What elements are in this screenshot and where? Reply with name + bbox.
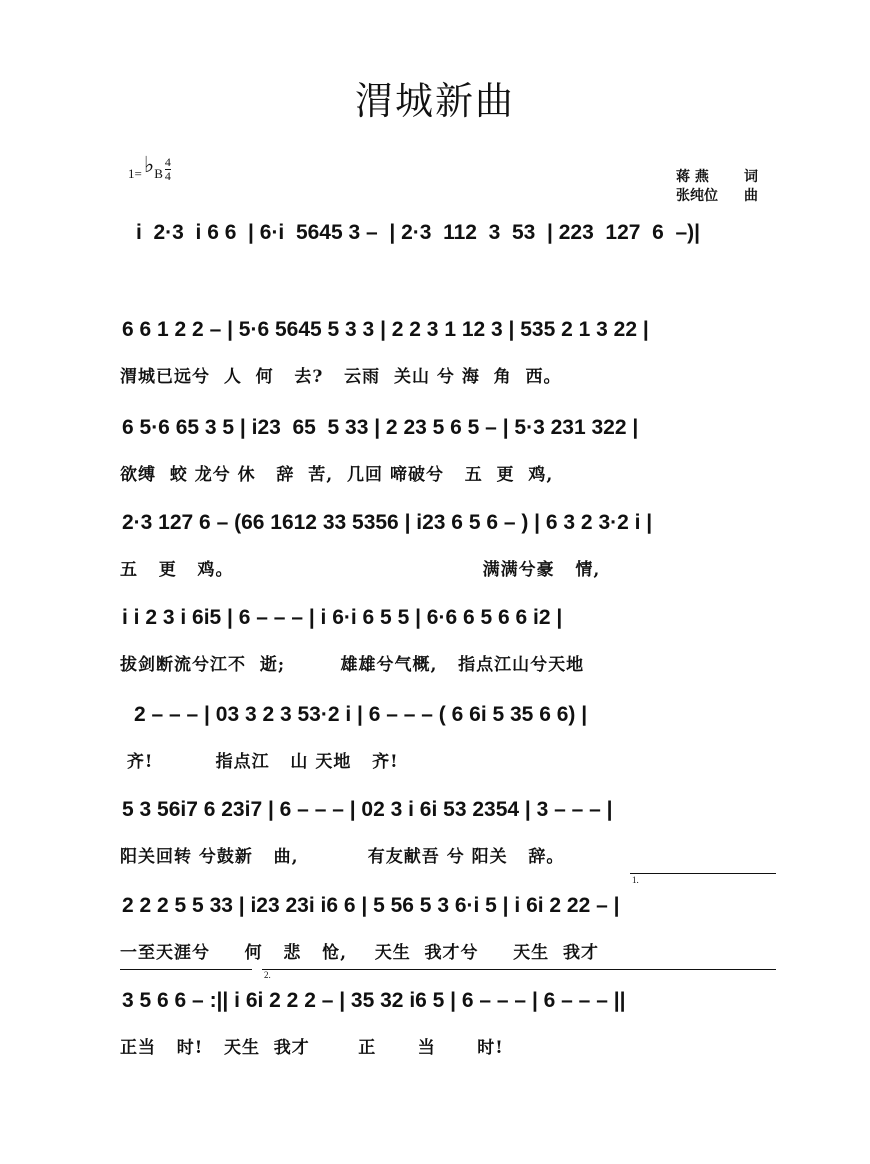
notation-line bbox=[120, 983, 780, 1017]
key-signature bbox=[128, 152, 171, 183]
notes-text: 6 6 1 2 2 – | 5·6 5645 5 3 3 | 2 2 3 1 12 3 | 535 2 1 3 22 | bbox=[122, 318, 649, 341]
notes-text: i i 2 3 i 6i5 | 6 – – – | i 6·i 6 5 5 | 6·6 6 5 6 6 i2 | bbox=[122, 606, 563, 629]
lyrics-line: 一至天涯兮 何 悲 怆, 天生 我才兮 天生 我才 bbox=[120, 943, 599, 963]
first-ending-label: 1. bbox=[632, 875, 639, 885]
notation-line bbox=[120, 600, 780, 634]
key-note: B bbox=[154, 166, 163, 181]
composer-name: 张纯位 bbox=[676, 188, 718, 204]
first-ending-continuation bbox=[120, 969, 252, 970]
song-title: 渭城新曲 bbox=[354, 79, 515, 123]
composer-role: 曲 bbox=[744, 188, 758, 204]
time-bottom: 4 bbox=[164, 169, 171, 183]
time-signature bbox=[165, 156, 171, 183]
notes-text: 2 2 2 5 5 33 | i23 23i i6 6 | 5 56 5 3 6·i 5 | i 6i 2 22 – | bbox=[122, 894, 620, 917]
notation-line bbox=[120, 888, 780, 922]
lyricist-name: 蒋 燕 bbox=[676, 169, 709, 185]
notation-line bbox=[120, 697, 780, 731]
lyricist-role: 词 bbox=[744, 169, 758, 185]
notation-line bbox=[120, 312, 780, 346]
lyrics-line: 齐! 指点江 山 天地 齐! bbox=[120, 752, 399, 772]
notes-text: 5 3 56i7 6 23i7 | 6 – – – | 02 3 i 6i 53 2354 | 3 – – – | bbox=[122, 798, 613, 821]
time-top: 4 bbox=[164, 155, 171, 169]
second-ending-bracket bbox=[262, 969, 776, 970]
flat-icon: ♭ bbox=[143, 152, 155, 177]
notation-line bbox=[120, 410, 780, 444]
credits bbox=[676, 168, 758, 206]
notes-text: i 2·3 i 6 6 | 6·i 5645 3 – | 2·3 112 3 53 | 223 127 6 –)| bbox=[136, 221, 701, 244]
notation-line bbox=[120, 792, 780, 826]
notes-text: 3 5 6 6 – :|| i 6i 2 2 2 – | 35 32 i6 5 | 6 – – – | 6 – – – || bbox=[122, 989, 626, 1012]
lyrics-line: 渭城已远兮 人 何 去? 云雨 关山 兮 海 角 西。 bbox=[120, 367, 562, 387]
notes-text: 2 – – – | 03 3 2 3 53·2 i | 6 – – – ( 6 6i 5 35 6 6) | bbox=[134, 703, 588, 726]
notes-text: 6 5·6 65 3 5 | i23 65 5 33 | 2 23 5 6 5 – | 5·3 231 322 | bbox=[122, 416, 639, 439]
notation-line bbox=[120, 505, 780, 539]
lyrics-line: 欲缚 蛟 龙兮 休 辞 苦, 几回 啼破兮 五 更 鸡, bbox=[120, 465, 554, 485]
lyrics-line: 拔剑断流兮江不 逝; 雄雄兮气概, 指点江山兮天地 bbox=[120, 655, 585, 675]
notes-text: 2·3 127 6 – (66 1612 33 5356 | i23 6 5 6 – ) | 6 3 2 3·2 i | bbox=[122, 511, 653, 534]
notation-line bbox=[120, 215, 780, 249]
lyrics-line: 阳关回转 兮鼓新 曲, 有友献吾 兮 阳关 辞。 bbox=[120, 847, 565, 867]
first-ending-bracket bbox=[630, 873, 776, 874]
lyricist-credit bbox=[676, 168, 758, 187]
lyrics-line: 五 更 鸡。 满满兮豪 情, bbox=[120, 560, 601, 580]
lyrics-line: 正当 时! 天生 我才 正 当 时! bbox=[120, 1038, 504, 1058]
key-prefix: 1= bbox=[128, 166, 142, 181]
composer-credit bbox=[676, 187, 758, 206]
second-ending-label: 2. bbox=[264, 970, 271, 980]
